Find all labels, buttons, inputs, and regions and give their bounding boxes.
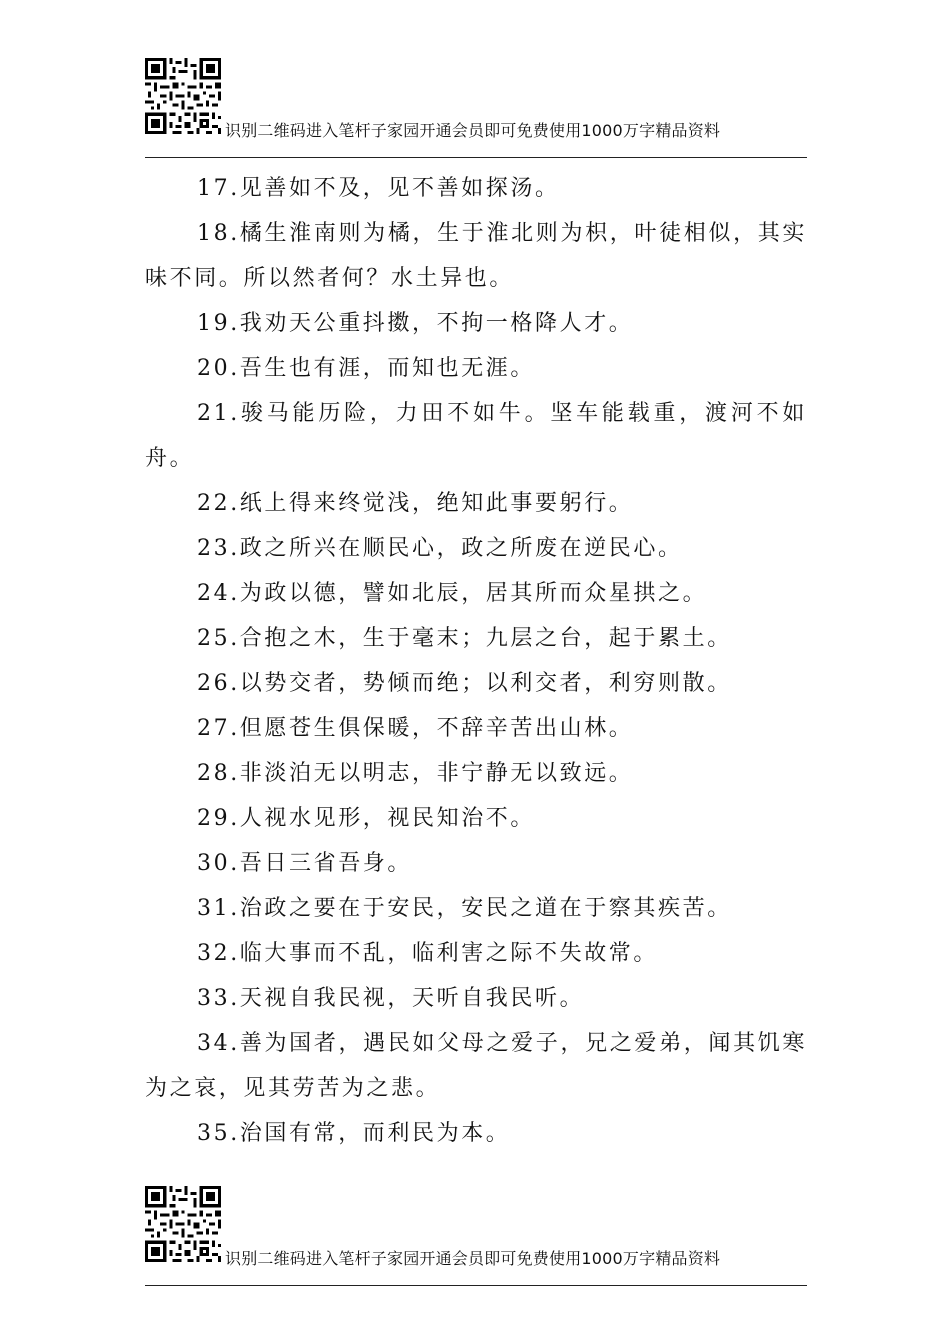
list-item: 34.善为国者，遇民如父母之爱子，兄之爱弟，闻其饥寒为之哀，见其劳苦为之悲。 — [145, 1031, 807, 1101]
list-item: 32.临大事而不乱，临利害之际不失故常。 — [197, 941, 658, 966]
list-item: 19.我劝天公重抖擞，不拘一格降人才。 — [197, 311, 634, 336]
list-item: 22.纸上得来终觉浅，绝知此事要躬行。 — [197, 491, 634, 516]
list-item: 30.吾日三省吾身。 — [197, 851, 412, 876]
list-item: 27.但愿苍生俱保暖，不辞辛苦出山林。 — [197, 716, 634, 741]
list-item: 28.非淡泊无以明志，非宁静无以致远。 — [197, 761, 634, 786]
document-body — [145, 166, 807, 1156]
list-item: 26.以势交者，势倾而绝；以利交者，利穷则散。 — [197, 671, 732, 696]
qr-code-icon[interactable] — [145, 58, 221, 134]
list-item: 35.治国有常，而利民为本。 — [197, 1121, 511, 1146]
qr-code-icon[interactable] — [145, 1186, 221, 1262]
footer-divider — [145, 1285, 807, 1286]
header-divider — [145, 157, 807, 158]
list-item: 29.人视水见形，视民知治不。 — [197, 806, 535, 831]
list-item: 33.天视自我民视，天听自我民听。 — [197, 986, 585, 1011]
header-banner-text: 识别二维码进入笔杆子家园开通会员即可免费使用1000万字精品资料 — [225, 121, 721, 140]
list-item: 18.橘生淮南则为橘，生于淮北则为枳，叶徒相似，其实味不同。所以然者何？水土异也。 — [145, 221, 807, 291]
list-item: 20.吾生也有涯，而知也无涯。 — [197, 356, 535, 381]
list-item: 21.骏马能历险，力田不如牛。坚车能载重，渡河不如舟。 — [145, 401, 807, 471]
list-item: 23.政之所兴在顺民心，政之所废在逆民心。 — [197, 536, 683, 561]
list-item: 24.为政以德，譬如北辰，居其所而众星拱之。 — [197, 581, 708, 606]
page-header — [145, 58, 807, 158]
list-item: 17.见善如不及，见不善如探汤。 — [197, 176, 560, 201]
footer-banner-text: 识别二维码进入笔杆子家园开通会员即可免费使用1000万字精品资料 — [225, 1249, 721, 1268]
page-footer — [145, 1186, 807, 1286]
list-item: 25.合抱之木，生于毫末；九层之台，起于累土。 — [197, 626, 732, 651]
list-item: 31.治政之要在于安民，安民之道在于察其疾苦。 — [197, 896, 732, 921]
